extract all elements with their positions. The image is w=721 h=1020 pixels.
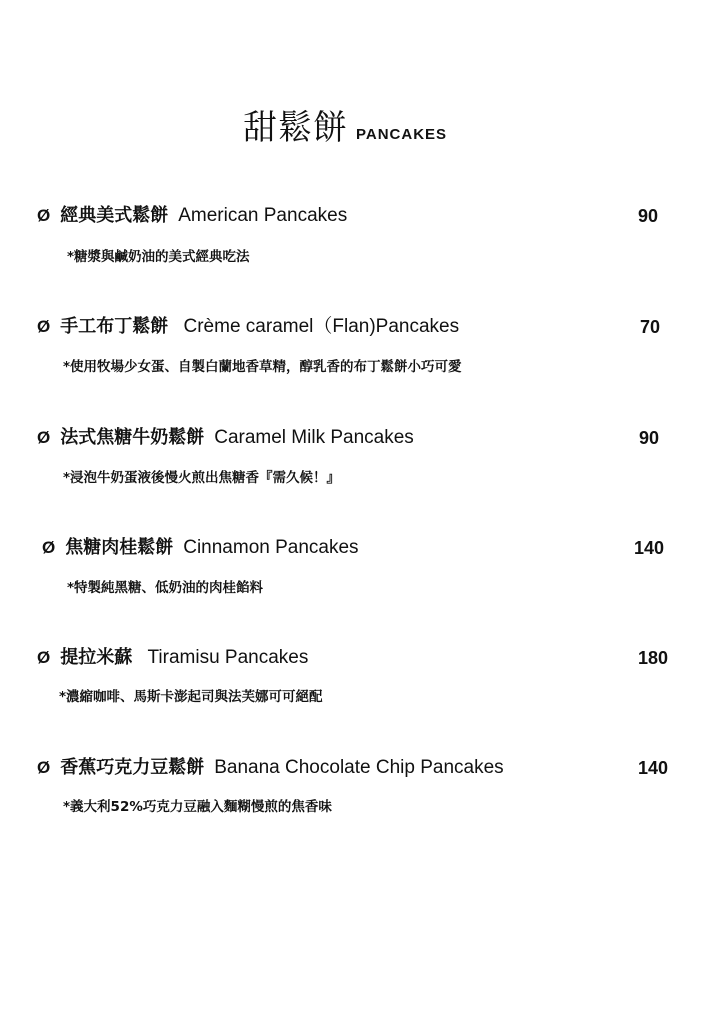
- item-description: *浸泡牛奶蛋液後慢火煎出焦糖香『需久候！』: [63, 470, 341, 486]
- item-name-en: Crème caramel（Flan)Pancakes: [178, 316, 460, 337]
- item-description: *義大利52%巧克力豆融入麵糊慢煎的焦香味: [63, 799, 332, 815]
- item-name-zh: 手工布丁鬆餅: [60, 316, 169, 337]
- page-title: [243, 100, 447, 149]
- item-price: 90: [638, 428, 659, 448]
- item-name-zh: 經典美式鬆餅: [60, 205, 169, 226]
- title-chinese: 甜鬆餅: [243, 108, 348, 148]
- item-description: *濃縮咖啡、馬斯卡澎起司與法芙娜可可絕配: [59, 689, 323, 705]
- bullet-icon: Ø: [37, 317, 51, 336]
- item-name-en: Caramel Milk Pancakes: [214, 427, 414, 448]
- item-price: 70: [639, 317, 660, 337]
- bullet-icon: Ø: [37, 428, 51, 447]
- menu-item: [0, 646, 721, 706]
- item-description: *使用牧場少女蛋、自製白蘭地香草精，醇乳香的布丁鬆餅小巧可愛: [63, 359, 462, 375]
- menu-item: [0, 426, 721, 486]
- item-name-en: Cinnamon Pancakes: [183, 537, 359, 558]
- item-price: 140: [633, 538, 664, 558]
- item-name-en: Tiramisu Pancakes: [142, 647, 309, 668]
- item-description: *特製純黑糖、低奶油的肉桂餡料: [67, 580, 264, 596]
- bullet-icon: Ø: [37, 206, 51, 225]
- item-name-zh: 焦糖肉桂鬆餅: [65, 537, 174, 558]
- item-name-zh: 法式焦糖牛奶鬆餅: [60, 427, 205, 448]
- bullet-icon: Ø: [37, 648, 51, 667]
- menu-item: [0, 204, 721, 264]
- item-description: *糖漿與鹹奶油的美式經典吃法: [67, 249, 250, 265]
- item-name-en: Banana Chocolate Chip Pancakes: [214, 757, 504, 778]
- item-price: 140: [637, 758, 668, 778]
- bullet-icon: Ø: [37, 758, 51, 777]
- menu-item: [0, 315, 721, 375]
- item-name-zh: 提拉米蘇: [60, 647, 133, 668]
- menu-item: [0, 756, 721, 816]
- item-price: 180: [637, 648, 668, 668]
- item-name-zh: 香蕉巧克力豆鬆餅: [60, 757, 205, 778]
- title-english: PANCAKES: [356, 126, 448, 143]
- bullet-icon: Ø: [42, 538, 56, 557]
- item-name-en: American Pancakes: [178, 205, 348, 226]
- item-price: 90: [637, 206, 658, 226]
- menu-item: [0, 536, 721, 596]
